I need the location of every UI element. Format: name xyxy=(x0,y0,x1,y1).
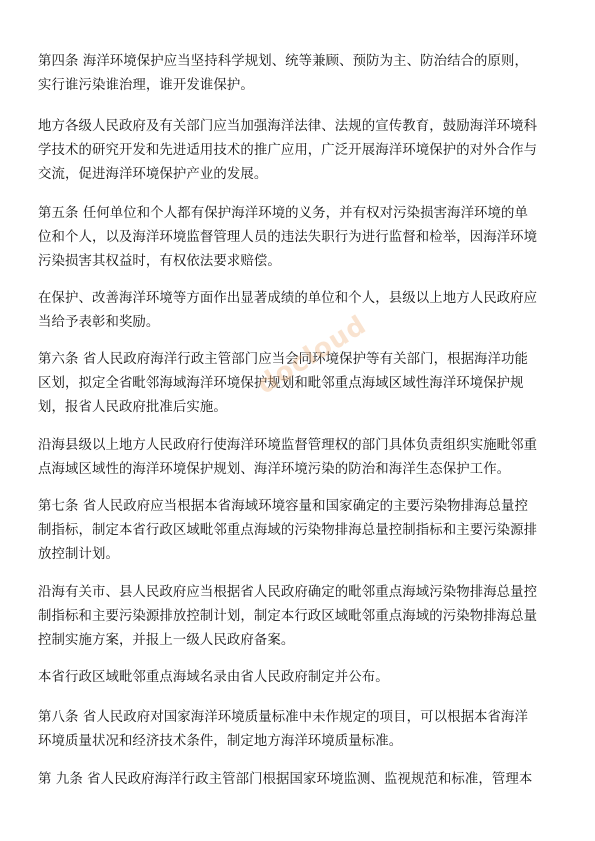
text-line: 制指标，制定本省行政区域毗邻重点海域的污染物排海总量控制指标和主要污染源排 xyxy=(38,523,538,538)
article-7-paragraph xyxy=(38,495,560,567)
article-8-paragraph xyxy=(38,706,560,754)
article-6-paragraph-2 xyxy=(38,434,560,482)
text-line: 在保护、改善海洋环境等方面作出显著成绩的单位和个人，县级以上地方人民政府应 xyxy=(38,291,538,306)
text-line: 制指标和主要污染源排放控制计划，制定本行政区域毗邻重点海域的污染物排海总量 xyxy=(38,609,538,624)
text-line: 第六条 省人民政府海洋行政主管部门应当会同环境保护等有关部门，根据海洋功能 xyxy=(38,352,529,367)
text-line: 放控制计划。 xyxy=(38,547,119,562)
article-4-paragraph-2 xyxy=(38,115,560,187)
text-line: 第四条 海洋环境保护应当坚持科学规划、统等兼顾、预防为主、防治结合的原则， xyxy=(38,54,529,69)
article-7-paragraph-2 xyxy=(38,581,560,653)
text-line: 地方各级人民政府及有关部门应当加强海洋法律、法规的宣传教育，鼓励海洋环境科 xyxy=(38,119,538,134)
text-line: 区划，拟定全省毗邻海域海洋环境保护规划和毗邻重点海域区域性海洋环境保护规 xyxy=(38,376,524,391)
text-line: 第八条 省人民政府对国家海洋环境质量标准中未作规定的项目，可以根据本省海洋 xyxy=(38,710,529,725)
article-7-paragraph-3 xyxy=(38,666,560,690)
text-line: 第 九条 省人民政府海洋行政主管部门根据国家环境监测、监视规范和标准，管理本 xyxy=(38,772,533,787)
text-line: 沿海有关市、县人民政府应当根据省人民政府确定的毗邻重点海域污染物排海总量控 xyxy=(38,585,538,600)
text-line: 环境质量状况和经济技术条件，制定地方海洋环境质量标准。 xyxy=(38,734,403,749)
watermark: docloud xyxy=(252,309,373,401)
article-4-paragraph xyxy=(38,50,560,98)
text-line: 当给予表彰和奖励。 xyxy=(38,315,160,330)
text-line: 本省行政区域毗邻重点海域名录由省人民政府制定并公布。 xyxy=(38,670,389,685)
text-line: 控制实施方案，并报上一级人民政府备案。 xyxy=(38,633,295,648)
text-line: 污染损害其权益时，有权依法要求赔偿。 xyxy=(38,254,281,269)
text-line: 学技术的研究开发和先进适用技术的推广应用，广泛开展海洋环境保护的对外合作与 xyxy=(38,143,538,158)
article-5-paragraph-2 xyxy=(38,287,560,335)
text-line: 实行谁污染谁治理，谁开发谁保护。 xyxy=(38,78,254,93)
text-line: 位和个人，以及海洋环境监督管理人员的违法失职行为进行监督和检举，因海洋环境 xyxy=(38,230,538,245)
text-line: 交流，促进海洋环境保护产业的发展。 xyxy=(38,167,268,182)
text-line: 第七条 省人民政府应当根据本省海域环境容量和国家确定的主要污染物排海总量控 xyxy=(38,499,529,514)
text-line: 沿海县级以上地方人民政府行使海洋环境监督管理权的部门具体负责组织实施毗邻重 xyxy=(38,438,538,453)
text-line: 第五条 任何单位和个人都有保护海洋环境的义务，并有权对污染损害海洋环境的单 xyxy=(38,206,529,221)
text-line: 划，报省人民政府批准后实施。 xyxy=(38,400,227,415)
article-5-paragraph xyxy=(38,202,560,274)
article-9-paragraph xyxy=(38,768,560,792)
article-6-paragraph xyxy=(38,348,560,420)
text-line: 点海域区域性的海洋环境保护规划、海洋环境污染的防治和海洋生态保护工作。 xyxy=(38,462,511,477)
